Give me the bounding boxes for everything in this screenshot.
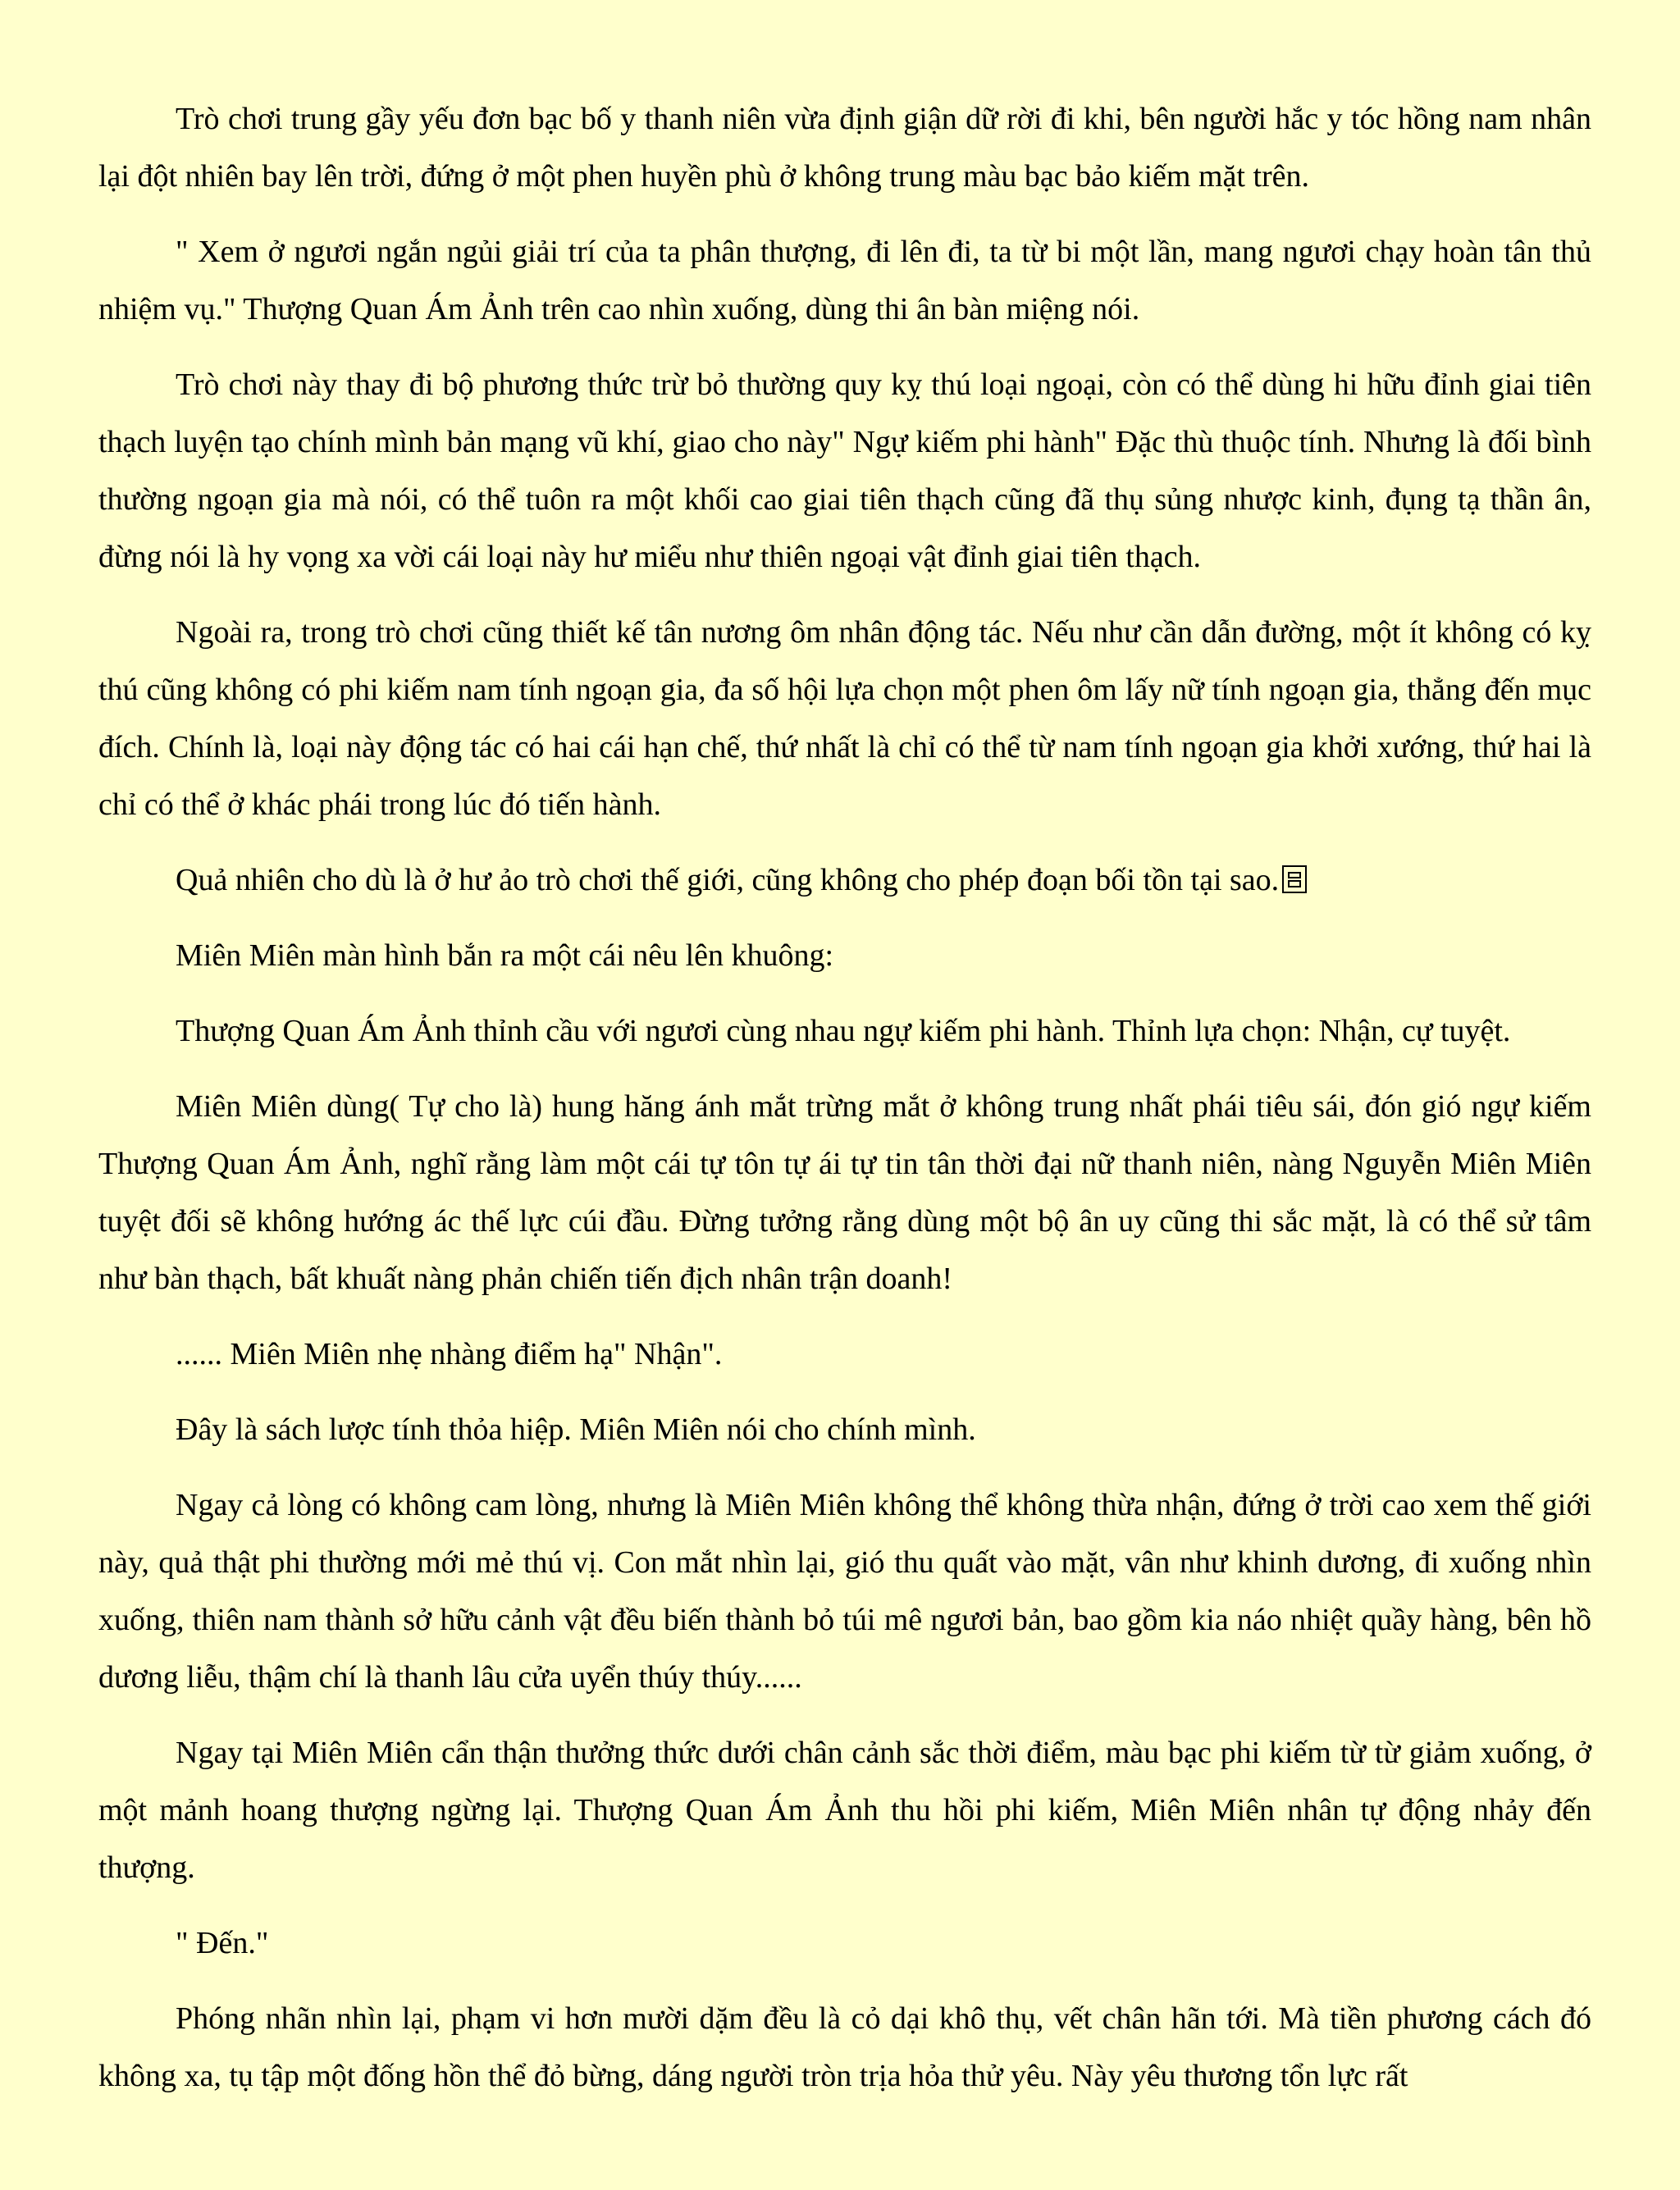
paragraph-2: " Xem ở ngươi ngắn ngủi giải trí của ta phân thượng, đi lên đi, ta từ bi một lần, mang ngươi chạy hoàn tân thủ nhiệm vụ." Thượng Quan Ám Ảnh trên cao nhìn xuống, dùng thi ân bàn miệng nói.	[98, 235, 1591, 326]
paragraph-5	[98, 851, 1591, 909]
document-page	[98, 90, 1591, 2123]
paragraph-14: Phóng nhãn nhìn lại, phạm vi hơn mười dặm đều là cỏ dại khô thụ, vết chân hãn tới. Mà tiền phương cách đó không xa, tụ tập một đống hồn thể đỏ bừng, dáng người tròn trịa hỏa thử yêu. Này yêu thương tổn lực rất	[98, 2001, 1591, 2093]
missing-glyph-icon	[1282, 865, 1307, 893]
paragraph-6: Miên Miên màn hình bắn ra một cái nêu lên khuông:	[176, 938, 834, 973]
paragraph-13: " Đến."	[176, 1926, 269, 1960]
paragraph-9: ...... Miên Miên nhẹ nhàng điểm hạ" Nhận".	[176, 1337, 723, 1371]
paragraph-4: Ngoài ra, trong trò chơi cũng thiết kế tân nương ôm nhân động tác. Nếu như cần dẫn đường, một ít không có kỵ thú cũng không có phi kiếm nam tính ngoạn gia, đa số hội lựa chọn một phen ôm lấy nữ tính ngoạn gia, thẳng đến mục đích. Chính là, loại này động tác có hai cái hạn chế, thứ nhất là chỉ có thể từ nam tính ngoạn gia khởi xướng, thứ hai là chỉ có thể ở khác phái trong lúc đó tiến hành.	[98, 615, 1591, 822]
paragraph-5-text: Quả nhiên cho dù là ở hư ảo trò chơi thế giới, cũng không cho phép đoạn bối tồn tại sao.	[176, 863, 1280, 897]
paragraph-3: Trò chơi này thay đi bộ phương thức trừ bỏ thường quy kỵ thú loại ngoại, còn có thể dùng hi hữu đỉnh giai tiên thạch luyện tạo chính mình bản mạng vũ khí, giao cho này" Ngự kiếm phi hành" Đặc thù thuộc tính. Nhưng là đối bình thường ngoạn gia mà nói, có thể tuôn ra một khối cao giai tiên thạch cũng đã thụ sủng nhược kinh, đụng tạ thần ân, đừng nói là hy vọng xa vời cái loại này hư miểu như thiên ngoại vật đỉnh giai tiên thạch.	[98, 367, 1591, 574]
paragraph-1: Trò chơi trung gầy yếu đơn bạc bố y thanh niên vừa định giận dữ rời đi khi, bên người hắc y tóc hồng nam nhân lại đột nhiên bay lên trời, đứng ở một phen huyền phù ở không trung màu bạc bảo kiếm mặt trên.	[98, 102, 1591, 194]
paragraph-10: Đây là sách lược tính thỏa hiệp. Miên Miên nói cho chính mình.	[176, 1412, 976, 1447]
paragraph-12: Ngay tại Miên Miên cẩn thận thưởng thức dưới chân cảnh sắc thời điểm, màu bạc phi kiếm từ từ giảm xuống, ở một mảnh hoang thượng ngừng lại. Thượng Quan Ám Ảnh thu hồi phi kiếm, Miên Miên nhân tự động nhảy đến thượng.	[98, 1736, 1591, 1885]
paragraph-11: Ngay cả lòng có không cam lòng, nhưng là Miên Miên không thể không thừa nhận, đứng ở trời cao xem thế giới này, quả thật phi thường mới mẻ thú vị. Con mắt nhìn lại, gió thu quất vào mặt, vân như khinh dương, đi xuống nhìn xuống, thiên nam thành sở hữu cảnh vật đều biến thành bỏ túi mê ngươi bản, bao gồm kia náo nhiệt quầy hàng, bên hồ dương liễu, thậm chí là thanh lâu cửa uyển thúy thúy......	[98, 1488, 1591, 1695]
paragraph-7: Thượng Quan Ám Ảnh thỉnh cầu với ngươi cùng nhau ngự kiếm phi hành. Thỉnh lựa chọn: Nhận, cự tuyệt.	[176, 1014, 1511, 1048]
paragraph-8: Miên Miên dùng( Tự cho là) hung hăng ánh mắt trừng mắt ở không trung nhất phái tiêu sái, đón gió ngự kiếm Thượng Quan Ám Ảnh, nghĩ rằng làm một cái tự tôn tự ái tự tin tân thời đại nữ thanh niên, nàng Nguyễn Miên Miên tuyệt đối sẽ không hướng ác thế lực cúi đầu. Đừng tưởng rằng dùng một bộ ân uy cũng thi sắc mặt, là có thể sử tâm như bàn thạch, bất khuất nàng phản chiến tiến địch nhân trận doanh!	[98, 1089, 1591, 1296]
